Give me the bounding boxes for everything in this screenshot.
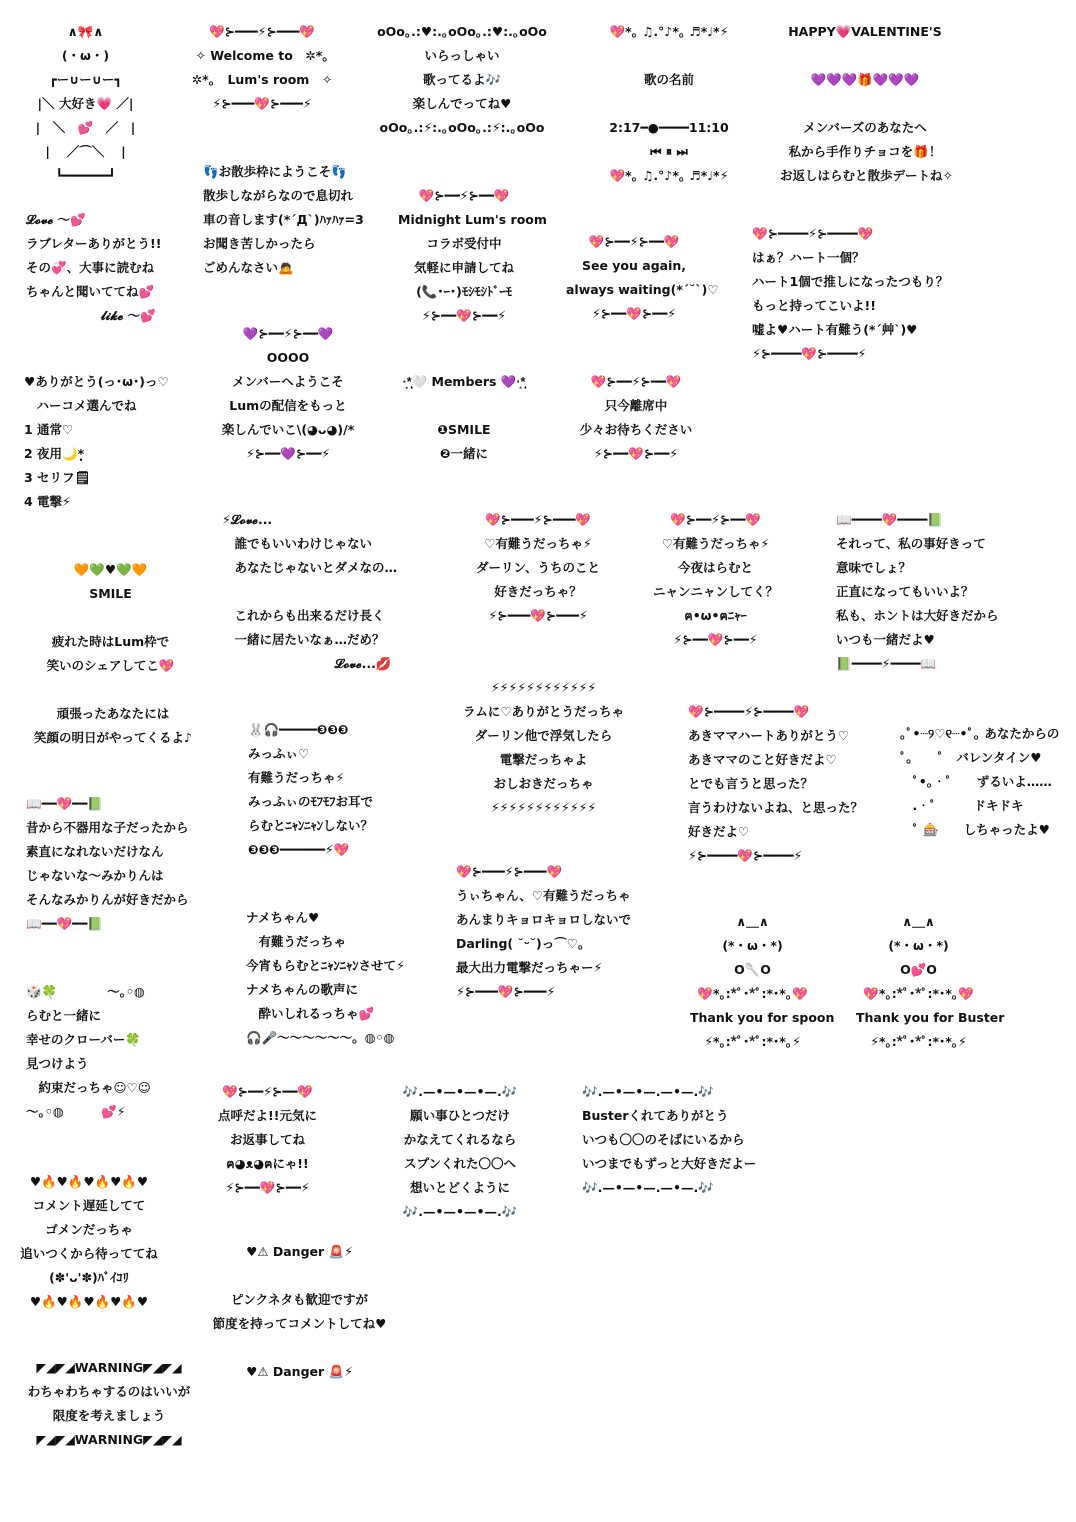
text-line: | ／⌒＼ |	[45, 144, 126, 159]
text-line: ナメちゃんの歌声に	[246, 982, 359, 997]
text-block-welcome-room	[182, 20, 342, 116]
text-block-thank-spoon	[690, 910, 835, 1054]
text-line: じゃないな〜みかりんは	[26, 868, 164, 883]
text-line: 私も、ホントは大好きだから	[836, 608, 999, 623]
text-line: わちゃわちゃするのはいいが	[27, 1384, 191, 1399]
text-line: あきママのこと好きだよ♡	[688, 752, 837, 767]
text-block-name-chan	[246, 906, 421, 1050]
text-line: ♥⚠ Danger 🚨⚡	[246, 1364, 353, 1379]
text-block-irasshai	[376, 20, 548, 140]
text-line: ⏮ ⏸ ⏭	[650, 144, 688, 159]
text-line: 好きだよ♡	[688, 824, 750, 839]
text-block-midnight-room	[398, 184, 547, 328]
text-line: 約束だっちゃ☺♡☺	[26, 1080, 151, 1095]
text-line: あきママハートありがとう♡	[688, 728, 850, 743]
text-line	[398, 394, 530, 418]
text-line: ⚡⊱━━💖⊱━━⚡	[421, 308, 507, 323]
text-line: 歌ってるよ🎶	[422, 72, 502, 87]
text-line: お返事してね	[229, 1132, 305, 1147]
text-line: 笑顔の明日がやってくるよ♪	[34, 730, 192, 745]
text-line: 💖⊱━━━⚡⊱━━━💖	[208, 24, 315, 39]
text-block-valentines	[780, 20, 950, 44]
text-block-sanpo	[203, 160, 378, 280]
text-line: らむとﾆｬﾝﾆｬﾝしない？	[248, 818, 374, 833]
text-block-tenko	[200, 1080, 335, 1200]
text-line: oOo｡.:♥:.｡oOo｡.:♥:.｡oOo	[377, 24, 547, 39]
text-block-members-welcome	[218, 322, 358, 466]
text-block-valentines-hearts	[780, 68, 950, 92]
text-block-uta-no-namae	[596, 20, 742, 188]
text-line: ごめんなさい🙇	[203, 260, 294, 275]
text-line: always waiting(*´˘`)♡	[566, 282, 719, 297]
text-line: あんまりキョロキョロしないで	[456, 912, 632, 927]
text-line: 💖⊱━━⚡⊱━━💖	[418, 188, 510, 203]
text-line: OOOO	[266, 350, 310, 365]
text-line: とでも言うと思った？	[688, 776, 814, 791]
text-line: 💖*｡ ♫.°♪*｡ ♬*♩*⚡	[609, 24, 729, 39]
text-line: みっふぃのﾓﾌﾓﾌお耳で	[248, 794, 374, 809]
text-line: かなえてくれるなら	[403, 1132, 517, 1147]
text-line: 見つけよう	[26, 1056, 89, 1071]
text-line: 素直になれないだけなん	[26, 844, 164, 859]
text-line: みっふぃ♡	[248, 746, 310, 761]
text-line: ◤◢◤◢WARNING◤◢◤◢	[36, 1360, 182, 1375]
text-line: 有難うだっちゃ	[246, 934, 347, 949]
text-line: ﾟ•｡•ﾟ ずるいよ……	[900, 774, 1052, 789]
text-block-uichan	[456, 860, 641, 1004]
text-line: ラブレターありがとう!!	[26, 236, 162, 251]
text-block-smile-share	[28, 558, 193, 678]
text-line: 𝓛𝓸𝓿𝓮...💋	[222, 656, 392, 671]
text-line: おしおきだっちゃ	[493, 776, 594, 791]
text-line: HAPPY💗VALENTINE'S	[788, 24, 942, 39]
text-line: いらっしゃい	[424, 48, 500, 63]
text-line: ฅ•ω•ฅﾆｬｰ	[684, 608, 747, 623]
text-line: ⚡⊱━━💖⊱━━⚡	[225, 1180, 310, 1195]
text-line: ﾟ｡ ﾟ バレンタイン♥	[900, 750, 1042, 765]
text-line: ♡有難うだっちゃ⚡	[484, 536, 592, 551]
text-line: (📞･ｰ･)ﾓｼﾓｼﾄﾞｰﾓ	[416, 284, 512, 299]
text-line: ♥🔥♥🔥♥🔥♥🔥♥	[29, 1294, 149, 1309]
text-line: 💜💜💜🎁💜💜💜	[810, 72, 920, 87]
text-line: 私から手作りチョコを🎁！	[788, 144, 942, 159]
text-line: 幸せのクローバー🍀	[26, 1032, 141, 1047]
text-line: Thank you for spoon	[690, 1010, 835, 1025]
text-line: 📖━━💖━━📗	[26, 796, 103, 811]
text-line: ⚡⊱━━━━💖⊱━━━━⚡	[752, 346, 867, 361]
text-line: See you again,	[581, 258, 687, 273]
text-line: ❸❸❸━━━━━━⚡💖	[248, 842, 350, 857]
text-block-ganbatta	[28, 702, 198, 750]
text-line: (・ω・)	[61, 48, 110, 63]
text-line: .•ﾟ ドキドキ	[900, 798, 1024, 813]
text-line: お聞き苦しかったら	[203, 236, 316, 251]
text-line: Thank you for Buster	[856, 1010, 1005, 1025]
text-line: ┗━━━━━━┛	[55, 168, 116, 183]
text-line: ·͙*̩̩͙🤍 Members 💜·͙*̩̩͙	[402, 374, 526, 389]
text-line: 🎶.—•—•—.—•—.🎶	[582, 1084, 714, 1099]
text-line: 🐰🎧━━━━━❸❸❸	[248, 722, 349, 737]
text-line: ⚡⊱━━💖⊱━━⚡	[593, 446, 679, 461]
text-line: 酔いしれるっちゃ💕	[246, 1006, 375, 1021]
text-line: 🎧🎤〜〜〜〜〜〜。◍◦◍	[246, 1030, 395, 1045]
text-line: ハーコメ選んでね	[24, 398, 137, 413]
text-line: はぁ？ハート一個？	[752, 250, 865, 265]
text-line: 1 通常♡	[24, 422, 74, 437]
text-line: ∧＿∧	[736, 914, 769, 929]
text-line: 嘘よ♥ハート有難う(*´艸`)♥	[752, 322, 918, 337]
text-block-clover	[26, 980, 176, 1124]
text-line: ナメちゃん♥	[246, 910, 320, 925]
text-block-harekome	[24, 370, 184, 514]
text-block-members-smile	[398, 370, 530, 466]
text-line: 〜｡◦◍ 💕⚡	[26, 1104, 126, 1119]
text-line: 正直になってもいいよ？	[836, 584, 974, 599]
text-line: ゴメンだっちゃ	[45, 1222, 133, 1237]
text-line: 疲れた時はLum枠で	[51, 634, 170, 649]
text-line: 💖⊱━━⚡⊱━━💖	[588, 234, 680, 249]
text-line: ﾟ 🎰 しちゃったよ♥	[900, 822, 1050, 837]
text-line	[222, 580, 412, 604]
text-line: ニャンニャンしてく？	[652, 584, 778, 599]
text-line: ⚡⊱━━━💖⊱━━━⚡	[488, 608, 588, 623]
text-line: ピンクネタも歓迎ですが	[230, 1292, 369, 1307]
text-line: そんなみかりんが好きだから	[26, 892, 189, 907]
text-line: 💖⊱━━━⚡⊱━━━💖	[484, 512, 591, 527]
text-block-darling-suki	[458, 508, 618, 628]
text-line: 有難うだっちゃ⚡	[248, 770, 345, 785]
text-line: | ＼ 💕 ／ |	[35, 120, 136, 135]
text-line: ⚡⊱━━💖⊱━━⚡	[591, 306, 677, 321]
text-line: 🎶.—•—•—.—•—.🎶	[582, 1180, 714, 1195]
text-line: ハート1個で推しになったつもり？	[752, 274, 949, 289]
text-line: 少々お待ちください	[579, 422, 693, 437]
text-line: その💞、大事に読むね	[26, 260, 155, 275]
text-line: 笑いのシェアしてこ💖	[46, 658, 175, 673]
text-line: ♥🔥♥🔥♥🔥♥🔥♥	[29, 1174, 149, 1189]
text-line: お返しはらむと散歩デートね✧	[780, 168, 953, 183]
text-line: ฅ◕ᴥ◕ฅにゃ!!	[226, 1156, 309, 1171]
text-line: ♡有難うだっちゃ⚡	[661, 536, 770, 551]
text-line: ⚡⊱━━━━💖⊱━━━━⚡	[688, 848, 803, 863]
text-block-buster-arigato	[582, 1080, 772, 1200]
text-line: ♥⚠ Danger 🚨⚡	[246, 1244, 353, 1259]
text-line: (*・ω・*)	[888, 938, 949, 953]
text-line: 💖*｡ ♫.°♪*｡ ♬*♩*⚡	[609, 168, 729, 183]
text-line: ⚡⊱━━━💖⊱━━━⚡	[212, 96, 312, 111]
text-block-danger-2	[212, 1360, 387, 1384]
text-line: コメント遅延してて	[32, 1198, 146, 1213]
text-line: あなたじゃないとダメなの…	[222, 560, 398, 575]
text-block-love-letter	[26, 208, 171, 328]
text-line	[596, 92, 742, 116]
text-block-love-dare	[222, 508, 412, 676]
text-line: 昔から不器用な子だったから	[26, 820, 189, 835]
text-line: ⚡⚡⚡⚡⚡⚡⚡⚡⚡⚡⚡⚡	[490, 800, 597, 815]
text-block-thank-buster	[856, 910, 1005, 1054]
text-line: スプンくれた〇〇へ	[403, 1156, 516, 1171]
text-block-akimama	[688, 700, 873, 868]
text-line: Busterくれてありがとう	[582, 1108, 729, 1123]
text-line: 楽しんでってね♥	[412, 96, 512, 111]
text-line: 📗━━━━⚡━━━━📖	[836, 656, 937, 671]
text-block-negaigoto	[386, 1080, 534, 1224]
text-line: ⚡*｡:*ﾟ･*ﾟ:*･*｡⚡	[704, 1034, 801, 1049]
text-line	[596, 44, 742, 68]
text-block-watashi-suki	[836, 508, 1011, 676]
text-line: それって、私の事好きって	[836, 536, 986, 551]
text-line: いつまでもずっと大好きだよー	[582, 1156, 757, 1171]
text-block-warning	[20, 1356, 198, 1452]
text-line: メンバーズのあなたへ	[803, 120, 927, 135]
text-line: 💖⊱━━⚡⊱━━💖	[590, 374, 682, 389]
text-line: ⚡𝓛𝓸𝓿𝓮...	[222, 512, 273, 527]
text-line: 節度を持ってコメントしてね♥	[212, 1316, 387, 1331]
text-line: (✽'ᴗ'✽)ﾊﾞｲｺﾘ	[49, 1270, 129, 1285]
text-line: Lumの配信をもっと	[229, 398, 347, 413]
text-line: メンバーへようこそ	[232, 374, 344, 389]
text-line: 2:17━●━━━━11:10	[609, 120, 729, 135]
text-line: 💖⊱━━⚡⊱━━💖	[222, 1084, 313, 1099]
text-line: 🎶.—•—•—•—.🎶	[402, 1084, 518, 1099]
text-line: 💖⊱━━⚡⊱━━💖	[670, 512, 761, 527]
text-line: 2 夜用🌙*̣̩	[24, 446, 85, 461]
text-line: 楽しんでいこ\(◕ᴗ◕)/*	[221, 422, 355, 437]
text-line: 言うわけないよね、と思った？	[688, 800, 864, 815]
text-line: 💖⊱━━━⚡⊱━━━💖	[456, 864, 563, 879]
text-line: ✧ Welcome to ✲*｡	[195, 48, 329, 63]
text-block-face-daisuki	[28, 20, 143, 188]
text-block-danger-1	[212, 1240, 387, 1336]
text-line: 好きだっちゃ？	[494, 584, 582, 599]
text-line: ❷一緒に	[439, 446, 489, 461]
text-line: いつも一緒だよ♥	[836, 632, 935, 647]
text-line: コラボ受付中	[426, 236, 502, 251]
text-line: SMILE	[89, 586, 132, 601]
text-line: 車の音します(*´Д`)ﾊｧﾊｧ=3	[203, 212, 364, 227]
text-line: ダーリン他で浮気したら	[474, 728, 613, 743]
text-line: これからも出来るだけ長く	[222, 608, 385, 623]
text-block-nyan	[648, 508, 783, 652]
text-line: らむと一緒に	[26, 1008, 102, 1023]
text-line: 🎶.—•—•—•—.🎶	[402, 1204, 518, 1219]
text-line: 限度を考えましょう	[52, 1408, 166, 1423]
text-line: 🧡💚♥💚🧡	[73, 562, 148, 577]
text-block-valentine-zurui	[900, 722, 1060, 842]
text-line: 今夜はらむと	[677, 560, 753, 575]
text-line: 📖━━💖━━📗	[26, 916, 103, 931]
text-line: ⚡⊱━━💖⊱━━⚡	[673, 632, 758, 647]
text-line: ⚡⊱━━━💖⊱━━━⚡	[456, 984, 556, 999]
text-line: 意味でしょ？	[836, 560, 912, 575]
text-line: 気軽に申請してね	[413, 260, 514, 275]
text-line: ちゃんと聞いててね💕	[26, 284, 155, 299]
text-line: もっと持ってこいよ!!	[752, 298, 876, 313]
text-block-tadaima-riseki	[566, 370, 706, 466]
text-line: ⚡⚡⚡⚡⚡⚡⚡⚡⚡⚡⚡⚡	[490, 680, 597, 695]
text-line: oOo｡.:⚡:.｡oOo｡.:⚡:.｡oOo	[379, 120, 545, 135]
text-line: いつも〇〇のそばにいるから	[582, 1132, 745, 1147]
text-line: (*・ω・*)	[722, 938, 783, 953]
text-line: 歌の名前	[643, 72, 694, 87]
text-line: 👣お散歩枠にようこそ👣	[203, 164, 347, 179]
text-line: ❶SMILE	[437, 422, 491, 437]
text-line: ラムに♡ありがとうだっちゃ	[462, 704, 625, 719]
text-line: 🎲🍀 〜｡◦◍	[26, 984, 145, 999]
text-line: |＼ 大好き💗 ／|	[37, 96, 134, 111]
text-line: ♥ありがとう(っ･ω･)っ♡	[24, 374, 169, 389]
text-line: 最大出力電撃だっちゃー⚡	[456, 960, 603, 975]
text-line: 📖━━━━💖━━━━📗	[836, 512, 943, 527]
text-line: 想いとどくように	[409, 1180, 510, 1195]
text-line: ｡ﾟ•┈୨♡୧┈•ﾟ｡ あなたからの	[900, 726, 1060, 741]
text-line: 💖⊱━━━━⚡⊱━━━━💖	[752, 226, 874, 241]
text-line: ∧＿∧	[902, 914, 935, 929]
text-line: 願い事ひとつだけ	[410, 1108, 510, 1123]
text-line: 電撃だっちゃよ	[499, 752, 588, 767]
text-block-see-you-again	[566, 230, 719, 326]
text-block-mippui	[248, 718, 383, 862]
text-line: 今宵もらむとﾆｬﾝﾆｬﾝさせて⚡	[246, 958, 405, 973]
text-line: 点呼だよ!!元気に	[218, 1108, 317, 1123]
text-line: 💜⊱━━⚡⊱━━💜	[242, 326, 334, 341]
text-line: ∧🎀∧	[67, 24, 104, 39]
text-line: うぃちゃん、♡有難うだっちゃ	[456, 888, 631, 903]
text-block-heart-ikko	[752, 222, 967, 366]
text-line: 一緒に居たいなぁ…だめ？	[222, 632, 385, 647]
text-line: 3 セリフ🗒	[24, 470, 91, 485]
text-line: ⚡*｡:*ﾟ･*ﾟ:*･*｡⚡	[870, 1034, 967, 1049]
text-line: 4 電撃⚡	[24, 494, 71, 509]
text-block-mikarin	[26, 792, 201, 936]
text-line: 誰でもいいわけじゃない	[222, 536, 373, 551]
text-line: 𝓵𝓲𝓴𝓮 〜💕	[26, 308, 156, 323]
text-line: 💖⊱━━━━⚡⊱━━━━💖	[688, 704, 810, 719]
text-line	[28, 606, 193, 630]
text-line: Midnight Lum's room	[398, 212, 547, 227]
text-block-comment-chien	[14, 1170, 164, 1314]
text-line: O🥄O	[734, 962, 771, 977]
text-line: ┏ー∪ー∪ー┓	[49, 72, 122, 87]
text-line	[212, 1264, 387, 1288]
text-line: 頑張ったあなたには	[56, 706, 170, 721]
text-line: ⚡⊱━━💜⊱━━⚡	[245, 446, 331, 461]
text-line: ◤◢◤◢WARNING◤◢◤◢	[36, 1432, 182, 1447]
text-line: ダーリン、うちのこと	[475, 560, 600, 575]
text-line: O💕O	[900, 962, 937, 977]
text-line: 追いつくから待っててね	[20, 1246, 158, 1261]
text-block-lum-uwaki	[456, 676, 631, 820]
text-line: 𝓛𝓸𝓿𝓮 〜💕	[26, 212, 86, 227]
text-line: 散歩しながらなので息切れ	[203, 188, 354, 203]
text-line: ✲*｡ Lum's room ✧	[191, 72, 333, 87]
text-line: 💖*｡:*ﾟ･*ﾟ:*･*｡💖	[697, 986, 808, 1001]
text-block-members-choco	[780, 116, 953, 188]
text-line: 💖*｡:*ﾟ･*ﾟ:*･*｡💖	[863, 986, 974, 1001]
text-line: 只今離席中	[604, 398, 668, 413]
text-line: Darling( ˘ᵕ˘)っ⌒♡。	[456, 936, 591, 951]
